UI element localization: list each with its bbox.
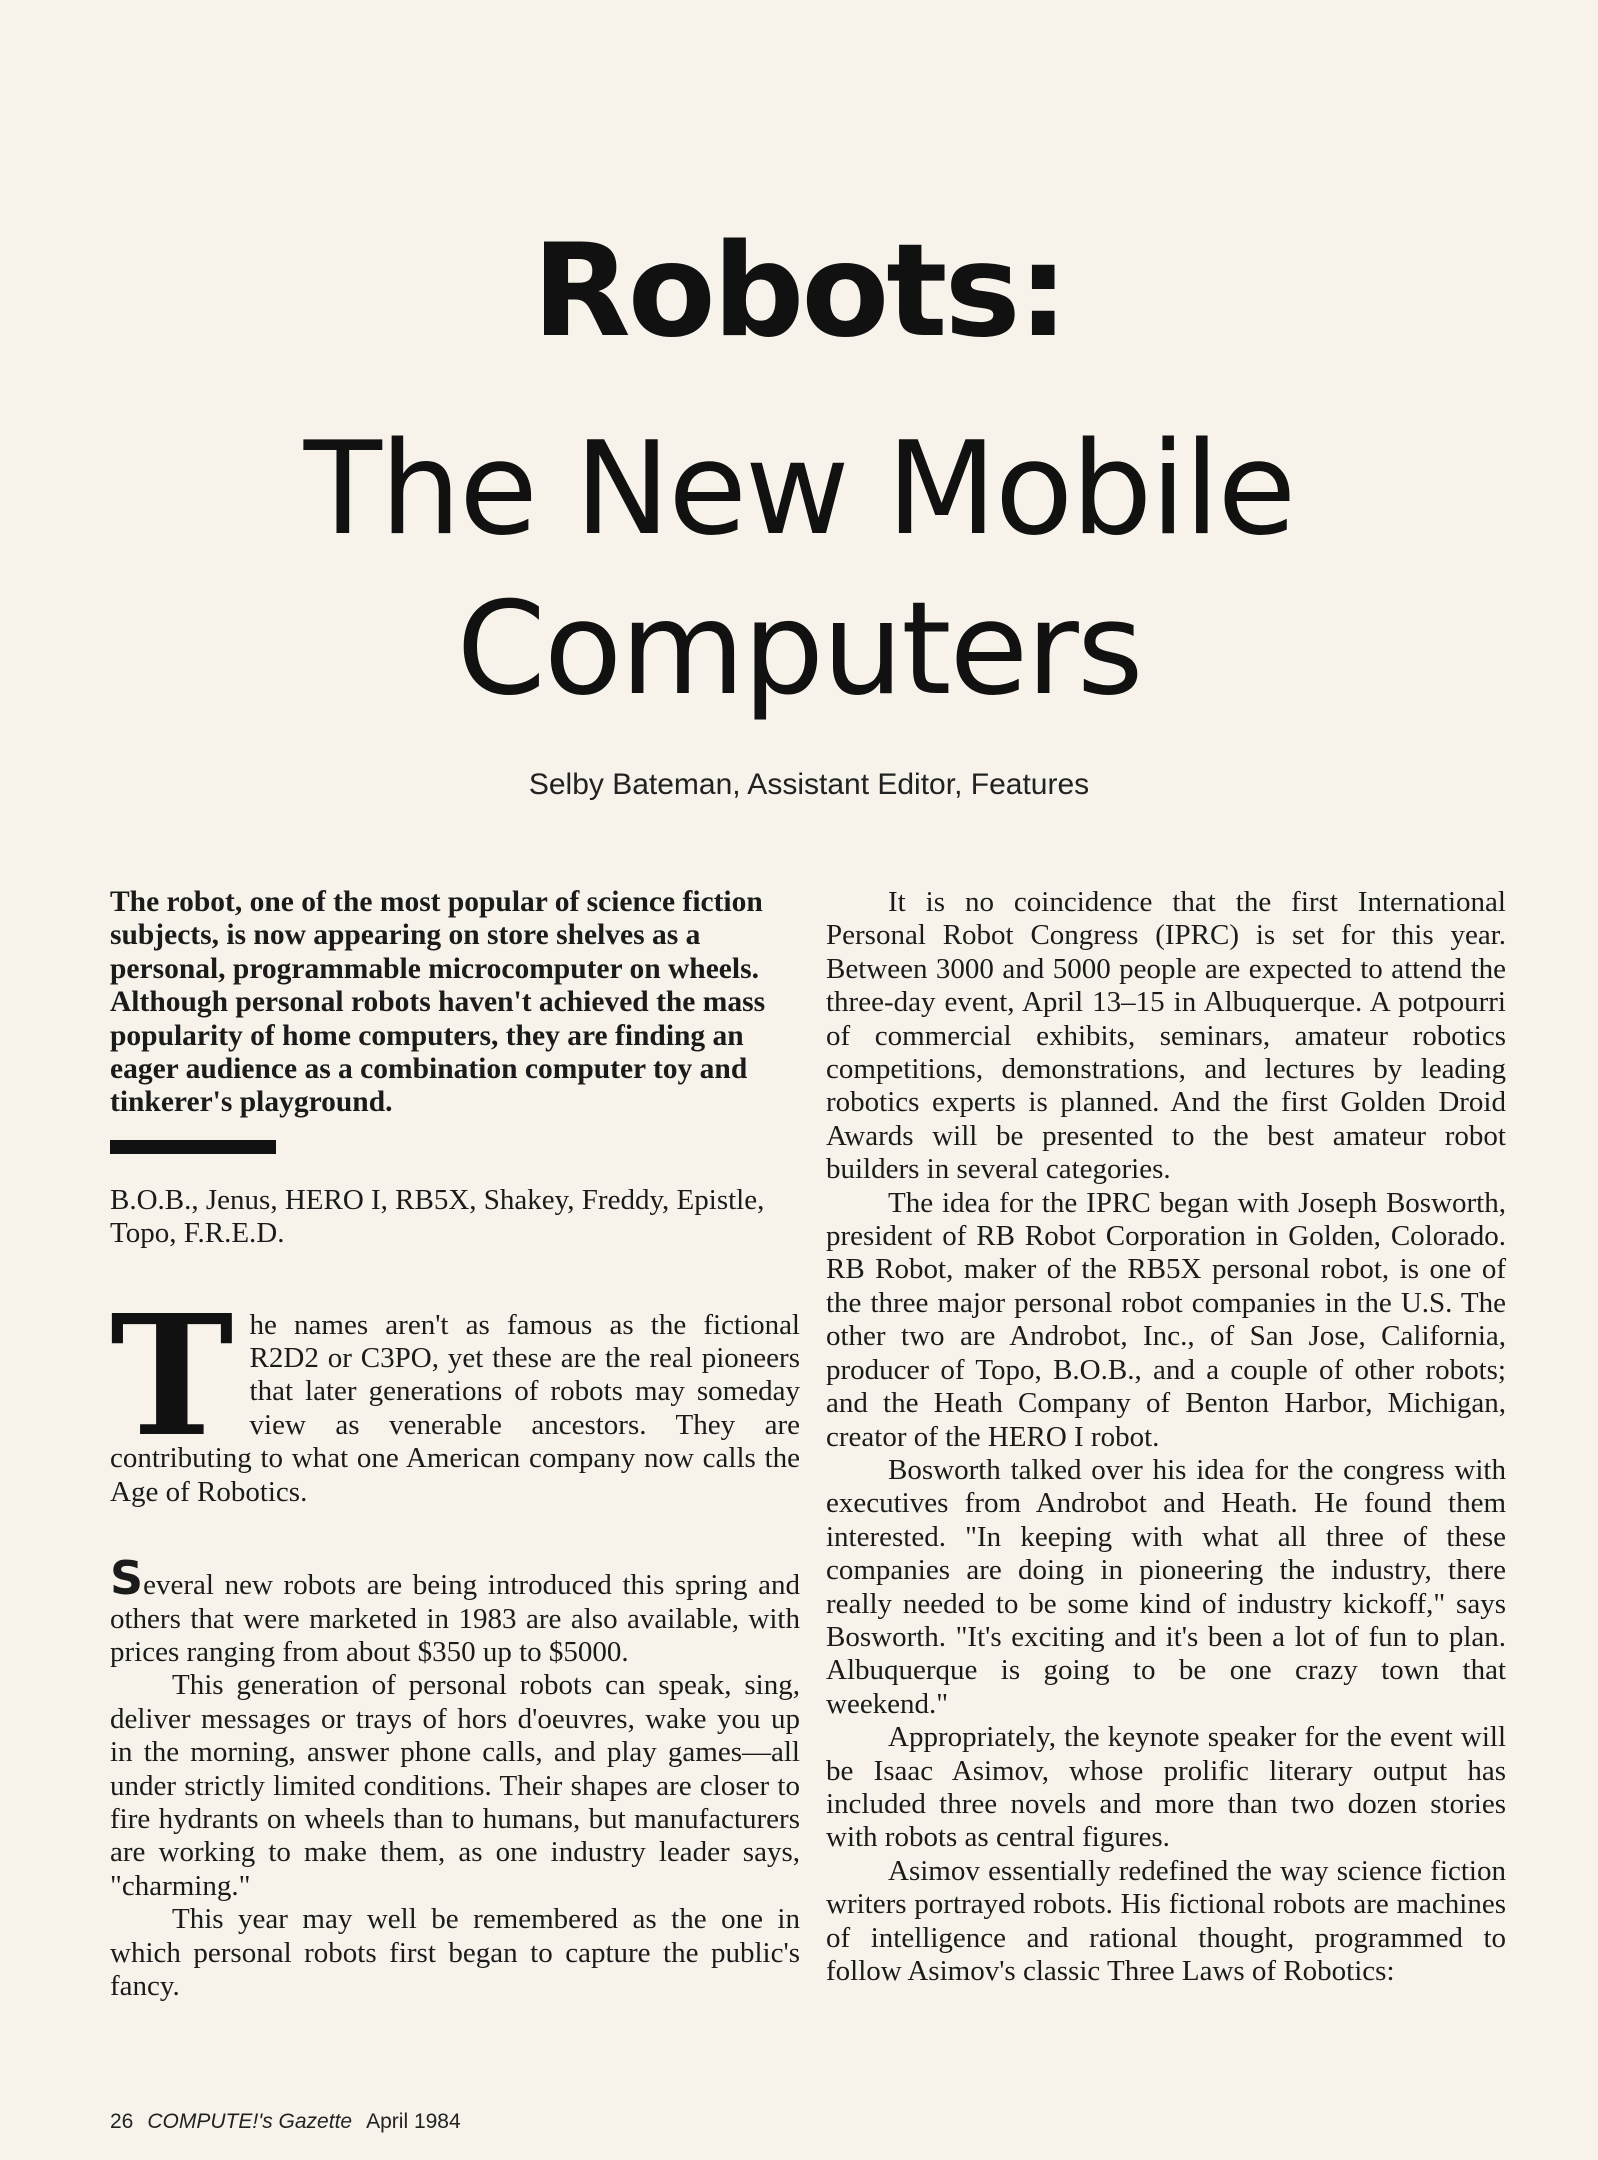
body-paragraph: It is no coincidence that the first International Personal Robot Congress (IPRC) is set for this year. Between 3000 and 5000 people are expected to attend the three-day event, April 13–15 in Albuquerque. A potpourri of commercial exhibits, seminars, amateur robotics competitions, demonstrations, and lectures by leading robotics experts is planned. And the first Golden Droid Awards will be presented to the best amateur robot builders in several categories. — [826, 886, 1506, 1186]
article-subtitle — [0, 410, 1598, 730]
body-paragraph: The idea for the IPRC began with Joseph Bosworth, president of RB Robot Corporation in Golden, Colorado. RB Robot, maker of the RB5X personal robot, is one of the three major personal robot companies in the U.S. The other two are Androbot, Inc., of San Jose, California, producer of Topo, B.O.B., and a couple of other robots; and the Heath Company of Benton Harbor, Michigan, creator of the HERO I robot. — [826, 1186, 1506, 1453]
body-paragraph: This generation of personal robots can speak, sing, deliver messages or trays of hors d'oeuvres, wake you up in the morning, answer phone calls, and play games—all under strictly limited conditions. Their shapes are closer to fire hydrants on wheels than to humans, but manufacturers are working to make them, as one industry leader says, "charming." — [110, 1669, 800, 1902]
page-number: 26 — [110, 2110, 134, 2133]
intro-text: he names aren't as famous as the fictional R2D2 or C3PO, yet these are the real pioneers that later generations of robots may someday view as venerable ancestors. They are contributing to what one American company now calls the Age of Robotics. — [110, 1308, 800, 1508]
page-footer — [110, 2110, 461, 2134]
left-column — [110, 886, 800, 2003]
section2-paragraph — [110, 1551, 800, 1669]
article-title: Robots: — [532, 217, 1066, 366]
drop-cap: T — [110, 1278, 234, 1474]
body-paragraph: Asimov essentially redefined the way science fiction writers portrayed robots. His fictional robots are machines of intelligence and rational thought, programmed to follow Asimov's classic Three Laws of Robotics: — [826, 1854, 1506, 1987]
section-rule — [110, 1140, 276, 1154]
initial-letter: S — [110, 1551, 144, 1606]
right-column — [826, 886, 1506, 1988]
issue-date: April 1984 — [366, 2110, 461, 2133]
byline: Selby Bateman, Assistant Editor, Features — [528, 768, 1090, 801]
body-paragraph: Bosworth talked over his idea for the congress with executives from Androbot and Heath. He found them interested. "In keeping with what all three of these companies are doing in pioneering the industry, there really needed to be some kind of industry kickoff," says Bosworth. "It's exciting and it's been a lot of fun to plan. Albuquerque is going to be one crazy town that weekend." — [826, 1453, 1506, 1720]
magazine-name: COMPUTE!'s Gazette — [147, 2110, 353, 2133]
body-paragraph: This year may well be remembered as the one in which personal robots first began to capture the public's fancy. — [110, 1903, 800, 2002]
section2-text: everal new robots are being introduced this spring and others that were marketed in 1983 are also available, with prices ranging from about $350 up to $5000. — [110, 1569, 800, 1668]
subtitle-line-2: Computers — [456, 575, 1142, 724]
deck-paragraph: The robot, one of the most popular of science fiction subjects, is now appearing on store shelves as a personal, programmable microcomputer on wheels. Although personal robots haven't achieved the mass popularity of home computers, they are finding an eager audience as a combination computer toy and tinkerer's playground. — [110, 886, 766, 1119]
subtitle-line-1: The New Mobile — [303, 415, 1295, 564]
body-paragraph: Appropriately, the keynote speaker for the event will be Isaac Asimov, whose prolific literary output has included three novels and more than two dozen stories with robots as central figures. — [826, 1721, 1506, 1854]
intro-paragraph — [110, 1278, 800, 1509]
robot-names-list: B.O.B., Jenus, HERO I, RB5X, Shakey, Freddy, Epistle, Topo, F.R.E.D. — [110, 1183, 765, 1250]
